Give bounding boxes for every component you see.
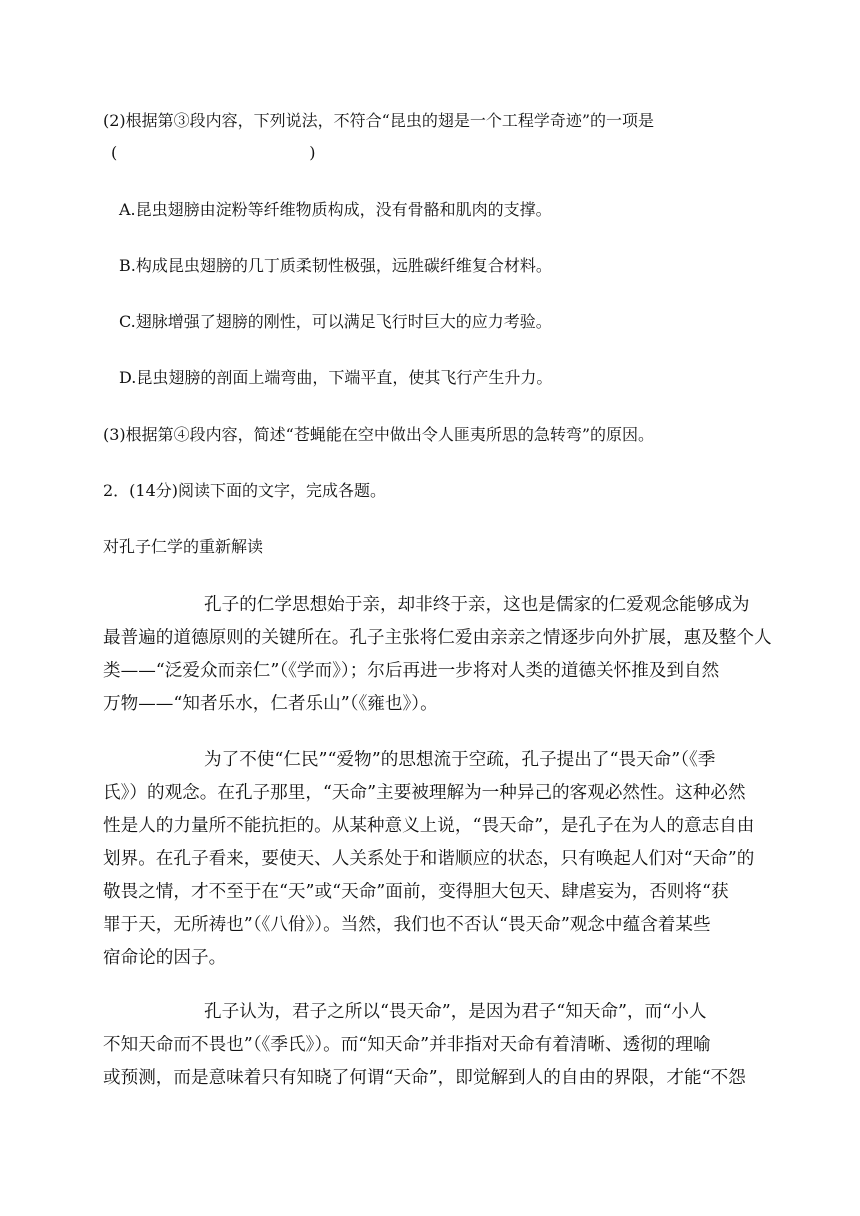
paragraph-1	[103, 589, 772, 721]
answer-blank: ( )	[111, 143, 316, 162]
paragraph-line: 最普遍的道德原则的关键所在。孔子主张将仁爱由亲亲之情逐步向外扩展，惠及整个人	[103, 628, 772, 648]
paragraph-2	[103, 744, 763, 975]
paragraph-line: 宿命论的因子。	[103, 948, 227, 968]
option-a: A.昆虫翅膀由淀粉等纤维物质构成，没有骨骼和肌肉的支撑。	[119, 200, 552, 219]
paragraph-line: 或预测，而是意味着只有知晓了何谓“天命”，即觉解到人的自由的界限，才能“不怨	[103, 1068, 746, 1088]
section-2-heading: 2．(14分)阅读下面的文字，完成各题。	[103, 481, 387, 500]
question-3: (3)根据第④段内容，简述“苍蝇能在空中做出令人匪夷所思的急转弯”的原因。	[103, 425, 655, 444]
paragraph-line: 类——“泛爱众而亲仁”（《学而》）；尔后再进一步将对人类的道德关怀推及到自然	[103, 661, 720, 681]
question-2-stem: (2)根据第③段内容，下列说法，不符合“昆虫的翅是一个工程学奇迹”的一项是	[103, 111, 655, 130]
paragraph-line: 划界。在孔子看来，要使天、人关系处于和谐顺应的状态，只有唤起人们对“天命”的	[103, 849, 755, 869]
paragraph-line: 孔子的仁学思想始于亲，却非终于亲，这也是儒家的仁爱观念能够成为	[204, 595, 750, 615]
paragraph-line: 氏》）的观念。在孔子那里，“天命”主要被理解为一种异己的客观必然性。这种必然	[103, 783, 746, 803]
paragraph-line: 不知天命而不畏也”（《季氏》）。而“知天命”并非指对天命有着清晰、透彻的理喻	[103, 1035, 711, 1055]
paragraph-line: 为了不使“仁民”“爱物”的思想流于空疏，孔子提出了“畏天命”（《季	[204, 750, 716, 770]
paragraph-line: 万物——“知者乐水，仁者乐山”（《雍也》）。	[103, 694, 438, 714]
passage-title: 对孔子仁学的重新解读	[103, 537, 264, 556]
paragraph-3	[103, 996, 763, 1095]
paragraph-line: 性是人的力量所不能抗拒的。从某种意义上说，“畏天命”，是孔子在为人的意志自由	[103, 816, 755, 836]
paragraph-line: 孔子认为，君子之所以“畏天命”，是因为君子“知天命”，而“小人	[204, 1002, 707, 1022]
option-b: B.构成昆虫翅膀的几丁质柔韧性极强，远胜碳纤维复合材料。	[119, 256, 552, 275]
paragraph-line: 罪于天，无所祷也”（《八佾》）。当然，我们也不否认“畏天命”观念中蕴含着某些	[103, 915, 711, 935]
option-d: D.昆虫翅膀的剖面上端弯曲，下端平直，使其飞行产生升力。	[119, 368, 553, 387]
paragraph-line: 敬畏之情，才不至于在“天”或“天命”面前，变得胆大包天、肆虐妄为，否则将“获	[103, 882, 729, 902]
option-c: C.翅脉增强了翅膀的刚性，可以满足飞行时巨大的应力考验。	[119, 312, 552, 331]
